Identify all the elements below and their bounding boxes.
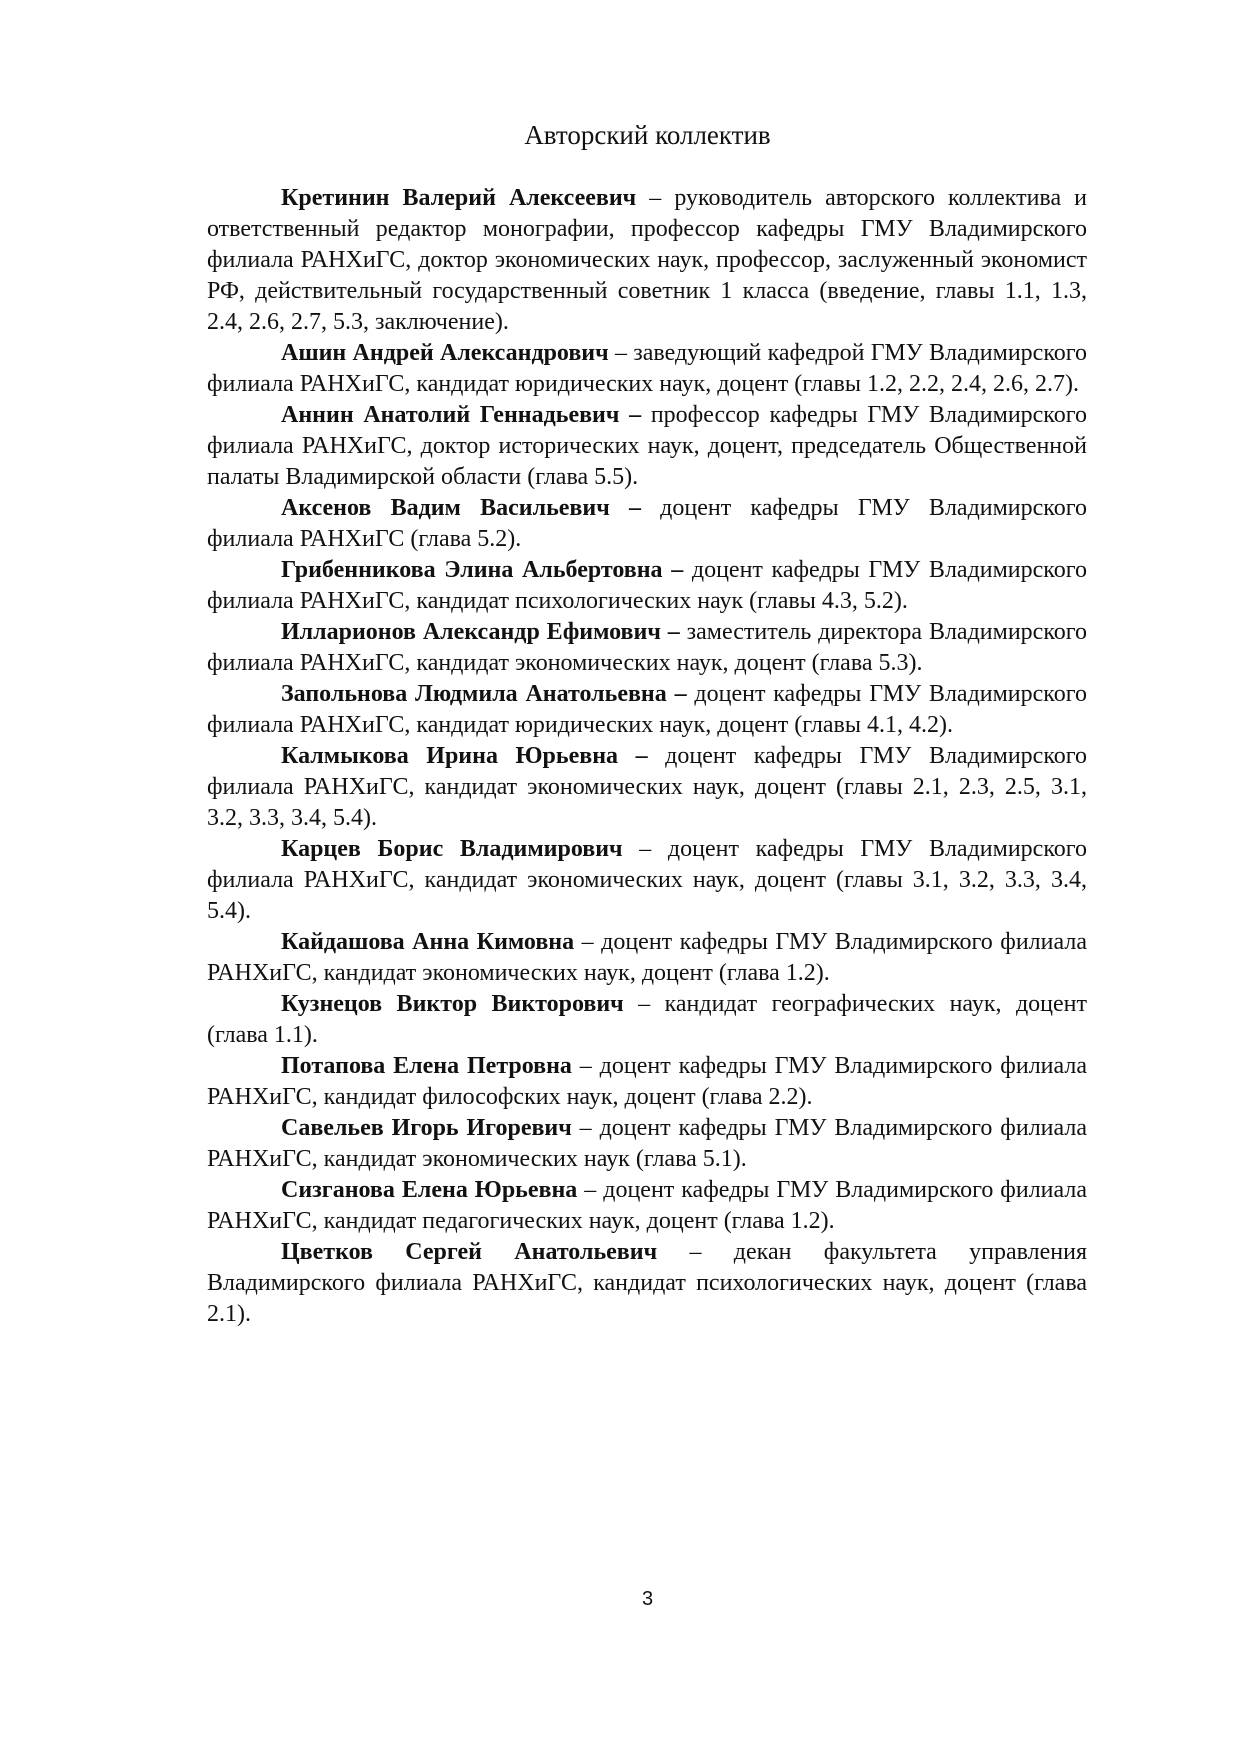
author-name: Калмыкова Ирина Юрьевна – <box>281 743 648 769</box>
author-separator <box>641 402 651 428</box>
author-entry-saveliev <box>207 1113 1087 1175</box>
author-name: Илларионов Александр Ефимович – <box>281 619 680 645</box>
author-separator: – <box>657 1239 734 1265</box>
author-separator: – <box>622 836 668 862</box>
author-list <box>207 183 1087 1330</box>
author-description: заведующий кафедрой ГМУ Владимирского филиала РАНХиГС, кандидат юридических наук, доцент (главы 1.2, 2.2, 2.4, 2.6, 2.7). <box>207 340 1088 397</box>
author-description: доцент кафедры ГМУ Владимирского филиала РАНХиГС (глава 5.2). <box>207 495 1087 552</box>
author-separator <box>648 743 666 769</box>
author-name: Кайдашова Анна Кимовна <box>281 929 575 955</box>
author-name: Потапова Елена Петровна <box>281 1053 572 1079</box>
author-description: доцент кафедры ГМУ Владимирского филиала РАНХиГС, кандидат юридических наук, доцент (главы 4.1, 4.2). <box>207 681 1087 738</box>
author-description: руководитель авторского коллектива и ответственный редактор монографии, профессор кафедры ГМУ Владимирского филиала РАНХиГС, доктор экономических наук, профессор, заслуженный экономист РФ, действительный государственный советник 1 класса (введение, главы 1.1, 1.3, 2.4, 2.6, 2.7, 5.3, заключение). <box>207 185 1087 335</box>
author-name: Сизганова Елена Юрьевна <box>281 1177 578 1203</box>
author-separator: – <box>571 1115 600 1141</box>
author-separator: – <box>571 1053 600 1079</box>
page-title: Авторский коллектив <box>524 120 771 150</box>
author-description: доцент кафедры ГМУ Владимирского филиала РАНХиГС, кандидат экономических наук (глава 5.1). <box>207 1115 1088 1172</box>
author-separator: – <box>636 185 675 211</box>
author-description: заместитель директора Владимирского филиала РАНХиГС, кандидат экономических наук, доцент (глава 5.3). <box>207 619 1088 676</box>
author-entry-gribennikova <box>207 555 1087 617</box>
author-entry-tsvetkov <box>207 1237 1087 1330</box>
author-entry-potapova <box>207 1051 1087 1113</box>
author-separator <box>641 495 660 521</box>
author-description: доцент кафедры ГМУ Владимирского филиала РАНХиГС, кандидат экономических наук, доцент (главы 3.1, 3.2, 3.3, 3.4, 5.4). <box>207 836 1088 924</box>
author-description: доцент кафедры ГМУ Владимирского филиала РАНХиГС, кандидат педагогических наук, доцент (глава 1.2). <box>207 1177 1088 1234</box>
author-entry-kalmykova <box>207 741 1087 834</box>
author-entry-kartsev <box>207 834 1087 927</box>
author-name: Кретинин Валерий Алексеевич <box>281 185 637 211</box>
author-description: доцент кафедры ГМУ Владимирского филиала РАНХиГС, кандидат философских наук, доцент (глава 2.2). <box>207 1053 1088 1110</box>
author-name: Грибенникова Элина Альбертовна – <box>281 557 684 583</box>
page-number: 3 <box>641 1588 654 1610</box>
author-entry-kretinin <box>207 183 1087 338</box>
author-name: Ашин Андрей Александрович <box>281 340 609 366</box>
author-separator <box>680 619 687 645</box>
author-description: доцент кафедры ГМУ Владимирского филиала РАНХиГС, кандидат экономических наук, доцент (глава 1.2). <box>207 929 1087 986</box>
author-entry-sizganova <box>207 1175 1087 1237</box>
author-entry-ashin <box>207 338 1087 400</box>
author-description: декан факультета управления Владимирского филиала РАНХиГС, кандидат психологических наук, доцент (глава 2.1). <box>207 1239 1088 1327</box>
author-entry-kuznetsov <box>207 989 1087 1051</box>
author-description: профессор кафедры ГМУ Владимирского филиала РАНХиГС, доктор исторических наук, доцент, председатель Общественной палаты Владимирской области (глава 5.5). <box>207 402 1087 490</box>
author-entry-illarionov <box>207 617 1087 679</box>
author-name: Аксенов Вадим Васильевич – <box>281 495 641 521</box>
author-description: кандидат географических наук, доцент (глава 1.1). <box>207 991 1087 1048</box>
author-separator <box>683 557 692 583</box>
author-entry-aksenov <box>207 493 1087 555</box>
author-separator: – <box>623 991 665 1017</box>
author-description: доцент кафедры ГМУ Владимирского филиала РАНХиГС, кандидат экономических наук, доцент (главы 2.1, 2.3, 2.5, 3.1, 3.2, 3.3, 3.4, 5.4). <box>207 743 1088 831</box>
author-description: доцент кафедры ГМУ Владимирского филиала РАНХиГС, кандидат психологических наук (главы 4.3, 5.2). <box>207 557 1087 614</box>
author-name: Аннин Анатолий Геннадьевич – <box>281 402 642 428</box>
author-entry-zapolnova <box>207 679 1087 741</box>
author-separator: – <box>608 340 634 366</box>
author-separator: – <box>574 929 602 955</box>
author-name: Савельев Игорь Игоревич <box>281 1115 572 1141</box>
author-name: Карцев Борис Владимирович <box>281 836 623 862</box>
author-entry-annin <box>207 400 1087 493</box>
author-separator: – <box>577 1177 604 1203</box>
author-name: Запольнова Людмила Анатольевна – <box>281 681 687 707</box>
author-name: Кузнецов Виктор Викторович <box>281 991 624 1017</box>
author-entry-kaidashova <box>207 927 1087 989</box>
author-name: Цветков Сергей Анатольевич <box>281 1239 658 1265</box>
